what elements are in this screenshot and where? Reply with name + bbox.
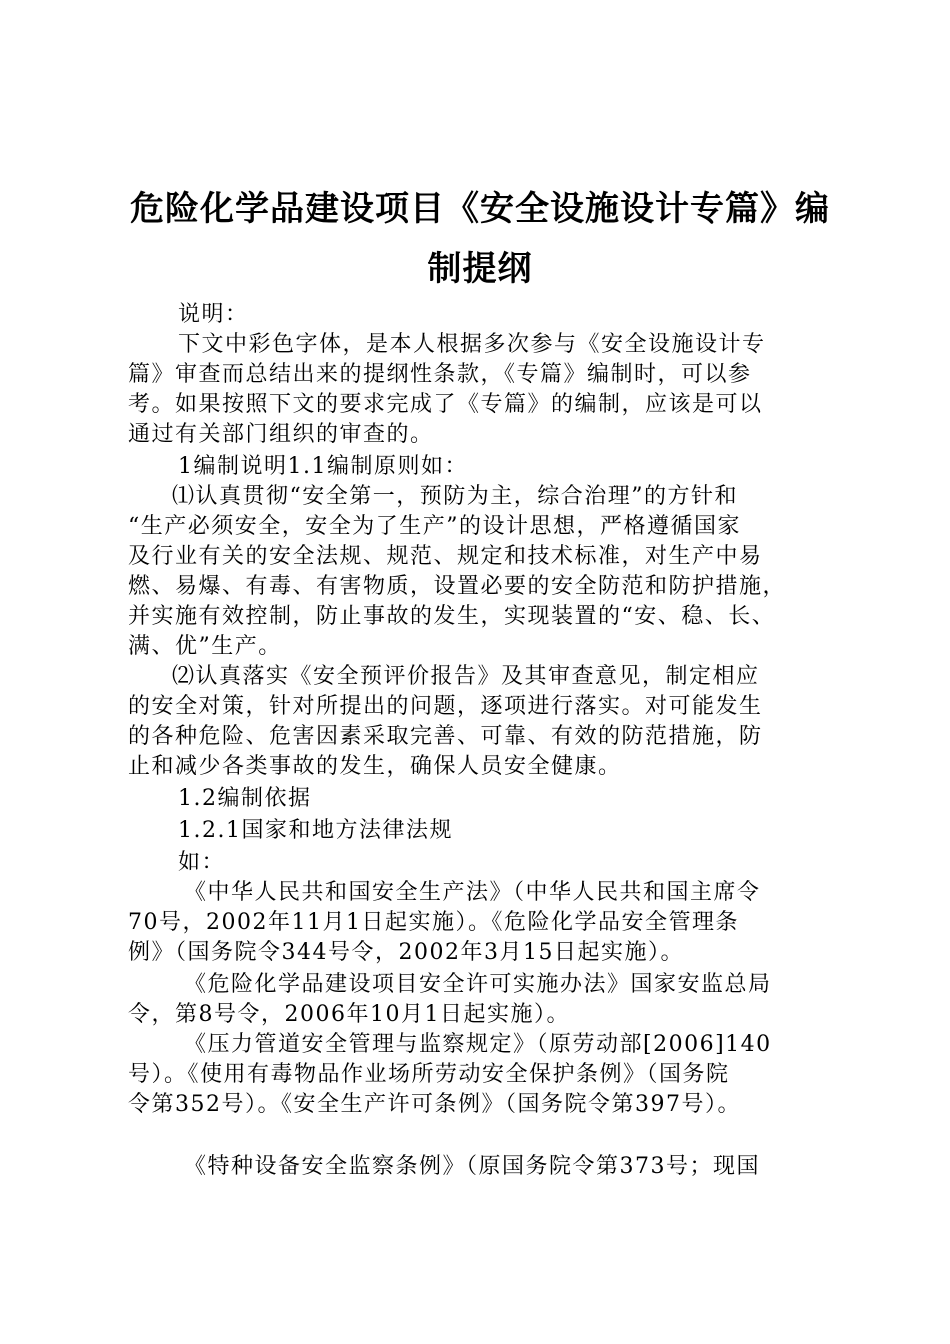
- text-line: 1.2编制依据: [178, 786, 312, 811]
- text-line: 《特种设备安全监察条例》（原国务院令第373号；现国: [184, 1154, 760, 1179]
- text-line: 考。如果按照下文的要求完成了《专篇》的编制，应该是可以: [128, 392, 763, 417]
- text-line: 《压力管道安全管理与监察规定》（原劳动部[2006]140: [184, 1032, 772, 1057]
- text-line: 止和减少各类事故的发生，确保人员安全健康。: [128, 754, 622, 779]
- text-line: 号）。《使用有毒物品作业场所劳动安全保护条例》（国务院: [128, 1062, 730, 1087]
- text-line: 的安全对策，针对所提出的问题，逐项进行落实。对可能发生: [128, 694, 763, 719]
- text-line: “生产必须安全，安全为了生产”的设计思想，严格遵循国家: [128, 514, 741, 539]
- text-line: ⑴认真贯彻“安全第一，预防为主，综合治理”的方针和: [172, 484, 738, 509]
- text-line: 令，第8号令，2006年10月1日起实施）。: [128, 1002, 570, 1027]
- text-line: 如：: [178, 850, 226, 875]
- text-line: 1.2.1国家和地方法律法规: [178, 818, 453, 843]
- text-line: 70号，2002年11月1日起实施）。《危险化学品安全管理条: [128, 910, 739, 935]
- document-title-line-1: 危险化学品建设项目《安全设施设计专篇》编: [130, 189, 830, 229]
- text-line: 下文中彩色字体，是本人根据多次参与《安全设施设计专: [178, 332, 766, 357]
- text-line: 并实施有效控制，防止事故的发生，实现装置的“安、稳、长、: [128, 604, 776, 629]
- text-line: 满、优”生产。: [128, 634, 282, 659]
- text-line: 通过有关部门组织的审查的。: [128, 422, 434, 447]
- text-line: 燃、易爆、有毒、有害物质，设置必要的安全防范和防护措施，: [128, 574, 787, 599]
- text-line: ⑵认真落实《安全预评价报告》及其审查意见，制定相应: [172, 664, 760, 689]
- text-line: 《危险化学品建设项目安全许可实施办法》国家安监总局: [184, 972, 772, 997]
- text-line: 篇》审查而总结出来的提纲性条款，《专篇》编制时，可以参: [128, 362, 752, 387]
- text-line: 说明：: [178, 302, 249, 327]
- text-line: 的各种危险、危害因素采取完善、可靠、有效的防范措施，防: [128, 724, 763, 749]
- text-line: 1编制说明1.1编制原则如：: [178, 454, 468, 479]
- text-line: 及行业有关的安全法规、规范、规定和技术标准，对生产中易: [128, 544, 763, 569]
- text-line: 令第352号）。《安全生产许可条例》（国务院令第397号）。: [128, 1092, 741, 1117]
- text-line: 例》（国务院令344号令，2002年3月15日起实施）。: [128, 940, 684, 965]
- text-line: 《中华人民共和国安全生产法》（中华人民共和国主席令: [184, 880, 761, 905]
- document-title-line-2: 制提纲: [427, 249, 533, 289]
